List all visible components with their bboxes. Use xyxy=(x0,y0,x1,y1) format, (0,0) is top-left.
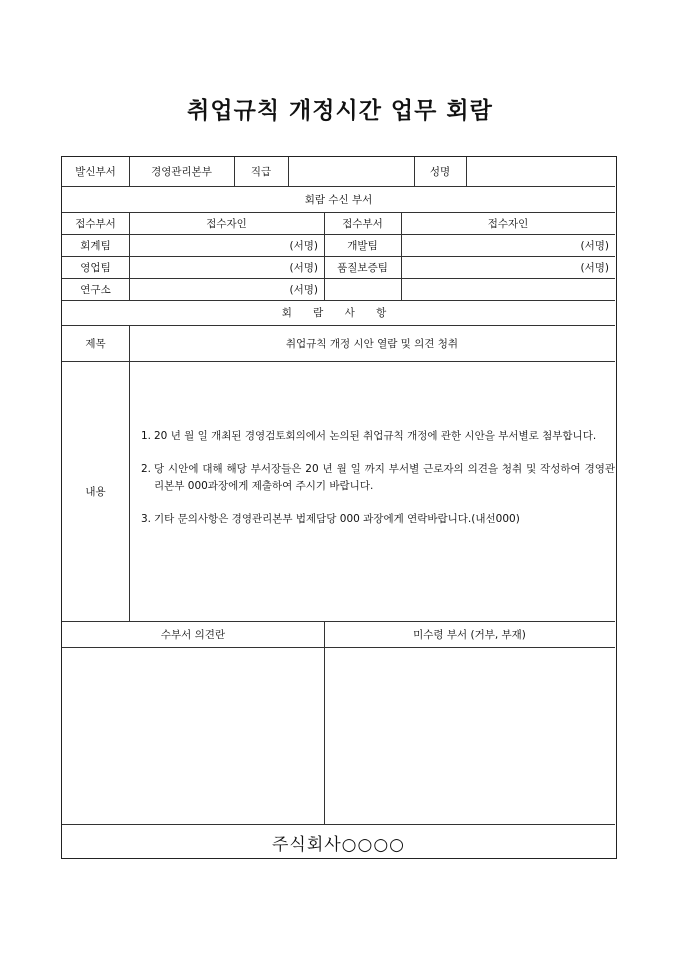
receiver-dept-header: 접수부서 xyxy=(75,217,116,230)
item-number: 2. xyxy=(141,463,152,475)
opinion-right-header: 미수령 부서 (거부, 부재) xyxy=(413,628,526,641)
dept-name: 영업팀 xyxy=(80,261,111,274)
list-item xyxy=(141,511,615,528)
subject-value: 취업규칙 개정 시안 열람 및 의견 청취 xyxy=(285,337,459,350)
divider xyxy=(62,361,615,362)
opinion-right-area[interactable] xyxy=(324,647,615,824)
sender-value[interactable]: 경영관리본부 xyxy=(151,166,212,178)
rank-label: 직급 xyxy=(250,166,272,178)
content-label: 내용 xyxy=(85,485,106,498)
list-item xyxy=(141,461,615,495)
content-body xyxy=(141,428,615,544)
opinion-left-header: 수부서 의견란 xyxy=(160,628,226,641)
item-text: 기타 문의사항은 경영관리본부 법제담당 000 과장에게 연락바랍니다.(내선000) xyxy=(154,513,520,525)
signature-field[interactable] xyxy=(401,278,615,300)
item-text: 당 시안에 대해 해당 부서장들은 20 년 월 일 까지 부서별 근로자의 의견을 청취 및 작성하여 경영관리본부 000과장에게 제출하여 주시기 바랍니다. xyxy=(154,463,615,492)
name-field[interactable] xyxy=(466,157,615,186)
document-title: 취업규칙 개정시간 업무 회람 xyxy=(187,98,493,124)
sender-label: 발신부서 xyxy=(75,166,116,178)
opinion-left-area[interactable] xyxy=(62,647,324,824)
dept-name xyxy=(324,278,401,300)
circulation-section-label: 회 람 사 항 xyxy=(281,307,396,319)
signature-field[interactable]: (서명) xyxy=(289,239,318,252)
circulation-form xyxy=(61,156,617,859)
item-number: 1. xyxy=(141,430,152,442)
dept-name: 개발팀 xyxy=(347,239,378,252)
item-number: 3. xyxy=(141,513,152,525)
list-item xyxy=(141,428,615,445)
signature-field[interactable]: (서명) xyxy=(580,261,609,274)
subject-label: 제목 xyxy=(85,337,106,350)
company-name: 주식회사○○○○ xyxy=(271,834,406,855)
signature-field[interactable]: (서명) xyxy=(580,239,609,252)
dept-name: 품질보증팀 xyxy=(337,261,388,274)
receiver-signer-header: 접수자인 xyxy=(487,217,529,230)
receiver-signer-header: 접수자인 xyxy=(206,217,247,230)
receiver-dept-header: 접수부서 xyxy=(342,217,383,230)
dept-name: 회계팀 xyxy=(80,239,111,252)
dept-name: 연구소 xyxy=(80,283,111,296)
rank-field[interactable] xyxy=(288,157,414,186)
receivers-section-label: 회람 수신 부서 xyxy=(304,193,373,206)
signature-field[interactable]: (서명) xyxy=(289,283,318,296)
divider xyxy=(129,325,130,621)
name-label: 성명 xyxy=(429,166,451,178)
item-text: 20 년 월 일 개최된 경영검토회의에서 논의된 취업규칙 개정에 관한 시안을 부서별로 첨부합니다. xyxy=(154,430,597,442)
signature-field[interactable]: (서명) xyxy=(289,261,318,274)
